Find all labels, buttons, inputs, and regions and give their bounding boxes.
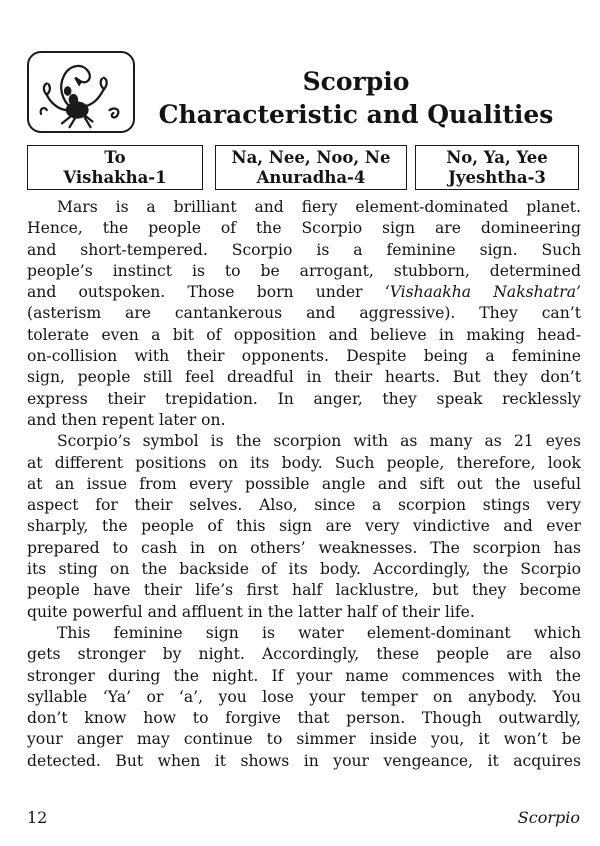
nakshatra-name: Vishakha-1 xyxy=(63,168,167,187)
body-text xyxy=(27,197,581,772)
italic-nakshatra-phrase: ‘Vishaakha Nakshatra’ xyxy=(384,283,581,302)
nakshatra-syllables: No, Ya, Yee xyxy=(446,148,548,167)
paragraph-line xyxy=(27,282,581,303)
nakshatra-box-jyeshtha xyxy=(415,145,579,190)
nakshatra-name: Jyeshtha-3 xyxy=(448,168,546,187)
paragraph-line: at different positions on its body. Such people, therefore, look xyxy=(27,453,581,472)
page-subtitle: Characteristic and Qualities xyxy=(158,100,554,129)
scorpion-icon xyxy=(29,53,133,131)
paragraph-line: gets stronger by night. Accordingly, these people are also xyxy=(27,645,581,664)
nakshatra-box-vishakha xyxy=(27,145,203,190)
paragraph-line: people have their life’s first half lacklustre, but they become xyxy=(27,581,581,600)
paragraph-line: sign, people still feel dreadful in their hearts. But they don’t xyxy=(27,368,581,387)
paragraph-line: aspect for their selves. Also, since a scorpion stings very xyxy=(27,496,581,515)
paragraph-line: its sting on the backside of its body. Accordingly, the Scorpio xyxy=(27,560,581,579)
scorpion-logo xyxy=(27,51,135,133)
page-number: 12 xyxy=(27,808,48,827)
paragraph-line: detected. But when it shows in your vengeance, it acquires xyxy=(27,751,581,770)
paragraph-line: people’s instinct is to be arrogant, stubborn, determined xyxy=(27,261,581,280)
paragraph-line: on-collision with their opponents. Despite being a feminine xyxy=(27,347,581,366)
paragraph-line: Hence, the people of the Scorpio sign are domineering xyxy=(27,219,581,238)
paragraph-line: at an issue from every possible angle and sift out the useful xyxy=(27,474,581,493)
paragraph-line: don’t know how to forgive that person. Though outwardly, xyxy=(27,709,581,728)
paragraph-line: and then repent later on. xyxy=(27,410,226,429)
page-title: Scorpio xyxy=(302,67,410,96)
running-title: Scorpio xyxy=(517,808,580,827)
nakshatra-syllables: Na, Nee, Noo, Ne xyxy=(231,148,391,167)
paragraph-line: your anger may continue to simmer inside you, it won’t be xyxy=(27,730,581,749)
nakshatra-syllables: To xyxy=(104,148,126,167)
paragraph-line: prepared to cash in on others’ weaknesses. The scorpion has xyxy=(27,538,581,557)
paragraph-line: sharply, the people of this sign are very vindictive and ever xyxy=(27,517,581,536)
paragraph-line: quite powerful and affluent in the latter half of their life. xyxy=(27,602,475,621)
paragraph-line: syllable ‘Ya’ or ‘a’, you lose your temper on anybody. You xyxy=(27,687,581,706)
paragraph-line: This feminine sign is water element-dominant which xyxy=(57,623,581,642)
nakshatra-name: Anuradha-4 xyxy=(256,168,366,187)
paragraph-line: Mars is a brilliant and fiery element-dominated planet. xyxy=(57,198,581,216)
paragraph-line: Scorpio’s symbol is the scorpion with as many as 21 eyes xyxy=(57,432,581,451)
paragraph-line-text: and outspoken. Those born under xyxy=(27,283,363,302)
nakshatra-box-anuradha xyxy=(215,145,407,190)
paragraph-line: express their trepidation. In anger, they speak recklessly xyxy=(27,389,581,408)
paragraph-line: stronger during the night. If your name commences with the xyxy=(27,666,581,685)
paragraph-line: (asterism are cantankerous and aggressive). They can’t xyxy=(27,304,581,323)
paragraph-line: and short-tempered. Scorpio is a feminine sign. Such xyxy=(27,240,581,259)
paragraph-line: tolerate even a bit of opposition and believe in making head- xyxy=(27,325,581,344)
